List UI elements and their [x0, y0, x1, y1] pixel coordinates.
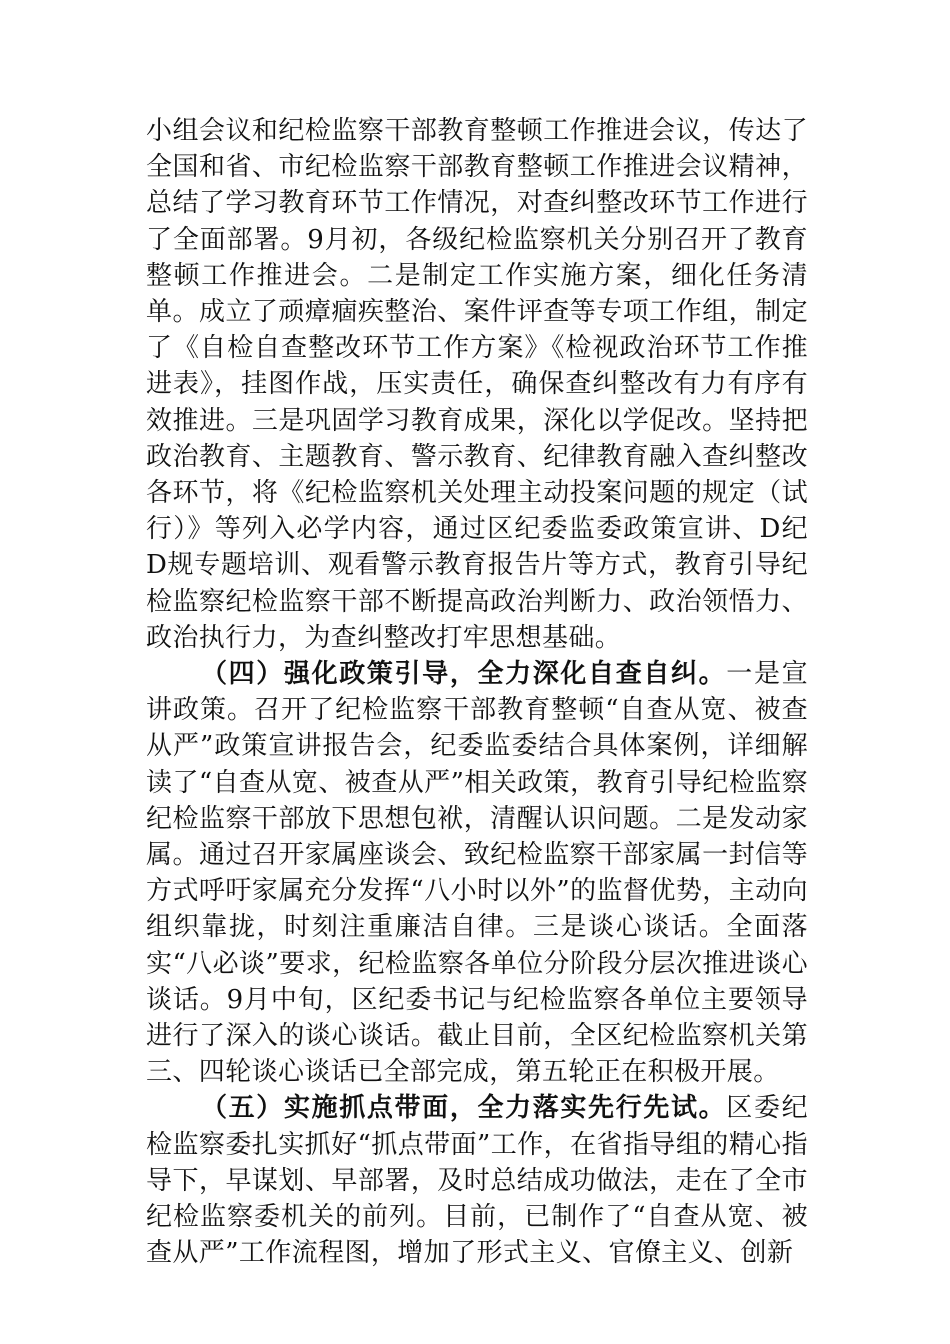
paragraph-2-text: 一是宣讲政策。召开了纪检监察干部教育整顿“自查从宽、被查从严”政策宣讲报告会，纪委监委结合具体案例，详细解读了“自查从宽、被查从严”相关政策，教育引导纪检监察纪检监察干部放下思想包袱，清醒认识问题。二是发动家属。通过召开家属座谈会、致纪检监察干部家属一封信等方式呼吁家属充分发挥“八小时以外”的监督优势，主动向组织靠拢，时刻注重廉洁自律。三是谈心谈话。全面落实“八必谈”要求，纪检监察各单位分阶段分层次推进谈心谈话。9月中旬，区纪委书记与纪检监察各单位主要领导进行了深入的谈心谈话。截止目前，全区纪检监察机关第三、四轮谈心谈话已全部完成，第五轮正在积极开展。: [146, 659, 808, 1088]
paragraph-1: [146, 113, 808, 656]
document-body: [146, 113, 808, 1272]
section-heading-4: （四）强化政策引导，全力深化自查自纠。: [201, 659, 727, 690]
section-heading-5: （五）实施抓点带面，全力落实先行先试。: [201, 1093, 727, 1124]
paragraph-3-text: 区委纪检监察委扎实抓好“抓点带面”工作，在省指导组的精心指导下，早谋划、早部署，及时总结成功做法，走在了全市纪检监察委机关的前列。目前，已制作了“自查从宽、被查从严”工作流程图，增加了形式主义、官僚主义、创新: [146, 1093, 808, 1269]
paragraph-2: [146, 656, 808, 1090]
paragraph-1-text: 小组会议和纪检监察干部教育整顿工作推进会议，传达了全国和省、市纪检监察干部教育整顿工作推进会议精神，总结了学习教育环节工作情况，对查纠整改环节工作进行了全面部署。9月初，各级纪检监察机关分别召开了教育整顿工作推进会。二是制定工作实施方案，细化任务清单。成立了顽瘴痼疾整治、案件评查等专项工作组，制定了《自检自查整改环节工作方案》《检视政治环节工作推进表》，挂图作战，压实责任，确保查纠整改有力有序有效推进。三是巩固学习教育成果，深化以学促改。坚持把政治教育、主题教育、警示教育、纪律教育融入查纠整改各环节，将《纪检监察机关处理主动投案问题的规定（试行）》等列入必学内容，通过区纪委监委政策宣讲、D纪D规专题培训、观看警示教育报告片等方式，教育引导纪检监察纪检监察干部不断提高政治判断力、政治领悟力、政治执行力，为查纠整改打牢思想基础。: [146, 116, 808, 653]
paragraph-3: [146, 1090, 808, 1271]
